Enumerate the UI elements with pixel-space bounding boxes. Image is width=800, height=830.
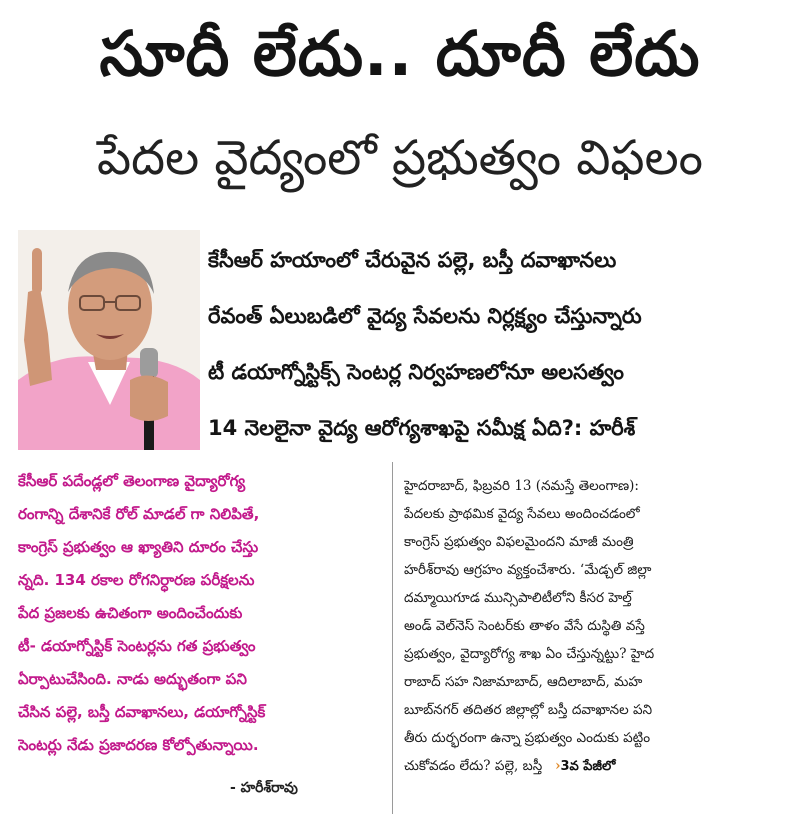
body-line: పేదలకు ప్రాథమిక వైద్య సేవలు అందించడంలో [404,506,640,522]
key-point: కేసీఆర్ హయాంలో చేరువైన పల్లె, బస్తీ దవాఖానలు [208,248,617,272]
chevron-right-icon: › [555,758,561,774]
quote-line: న్నది. 134 రకాల రోగనిర్ధారణ పరీక్షలను [18,571,255,589]
body-line: బూబ్‌నగర్ తదితర జిల్లాల్లో బస్తీ దవాఖానల పని [404,702,653,718]
quote-line: రంగాన్ని దేశానికే రోల్ మాడల్ గా నిలిపితే, [18,505,260,523]
body-line: హరీశ్‌రావు ఆగ్రహం వ్యక్తంచేశారు. ‘మేడ్చల్ జిల్లా [404,562,652,578]
quote-line: టీ- డయాగ్నోస్టిక్ సెంటర్లను గత ప్రభుత్వం [18,637,256,655]
continued-on-page: 3వ పేజీలో [560,759,616,774]
quote-line: ఏర్పాటుచేసింది. నాడు అద్భుతంగా పని [18,670,247,688]
quote-attribution: - హరీశ్‌రావు [230,780,298,796]
body-line: రాబాద్ సహ నిజామాబాద్, ఆదిలాబాద్, మహ [404,674,643,690]
key-point: రేవంత్ ఏలుబడిలో వైద్య సేవలను నిర్లక్ష్యం చేస్తున్నారు [208,304,642,328]
speaker-portrait-image [18,230,200,450]
headline: సూదీ లేదు.. దూదీ లేదు [99,17,701,90]
article-body [404,472,790,780]
body-line: ప్రభుత్వం, వైద్యారోగ్య శాఖ ఏం చేస్తున్నట్టు? హైద [404,646,655,662]
body-line: దమ్మాయిగూడ మున్సిపాలిటీలోని కీసర హెల్త్ [404,590,632,606]
key-point: 14 నెలలైనా వైద్య ఆరోగ్యశాఖపై సమీక్ష ఏది?: హరీశ్ [208,416,636,440]
body-line: హైదరాబాద్, ఫిబ్రవరి 13 (నమస్తే తెలంగాణ): [404,478,639,494]
body-line: అండ్ వెల్‌నెస్ సెంటర్‌కు తాళం వేసే దుస్థితి వస్తే [404,618,645,634]
body-line-last [404,752,790,780]
harish-rao-photo [18,230,200,450]
key-point: టీ డయాగ్నోస్టిక్స్ సెంటర్ల నిర్వహణలోనూ అలసత్వం [208,360,624,384]
column-divider [392,462,393,814]
body-line: తీరు దుర్భరంగా ఉన్నా ప్రభుత్వం ఎందుకు పట్టిం [404,730,651,746]
quote-line: సెంటర్లు నేడు ప్రజాదరణ కోల్పోతున్నాయి. [18,736,259,754]
subheadline: పేదల వైద్యంలో ప్రభుత్వం విఫలం [97,130,703,186]
quote-line: కాంగ్రెస్ ప్రభుత్వం ఆ ఖ్యాతిని దూరం చేస్తు [18,538,259,556]
body-line-text: చుకోవడం లేదు? పల్లె, బస్తీ [404,758,543,774]
body-line: కాంగ్రెస్ ప్రభుత్వం విఫలమైందని మాజీ మంత్రి [404,534,634,550]
quote-line: పేద ప్రజలకు ఉచితంగా అందించేందుకు [18,604,243,622]
key-points-list [208,232,792,456]
quote-line: కేసీఆర్ పదేండ్లలో తెలంగాణ వైద్యారోగ్య [18,472,246,490]
quote-line: చేసిన పల్లె, బస్తీ దవాఖానలు, డయాగ్నోస్టిక్ [18,703,266,721]
pull-quote [18,465,368,762]
